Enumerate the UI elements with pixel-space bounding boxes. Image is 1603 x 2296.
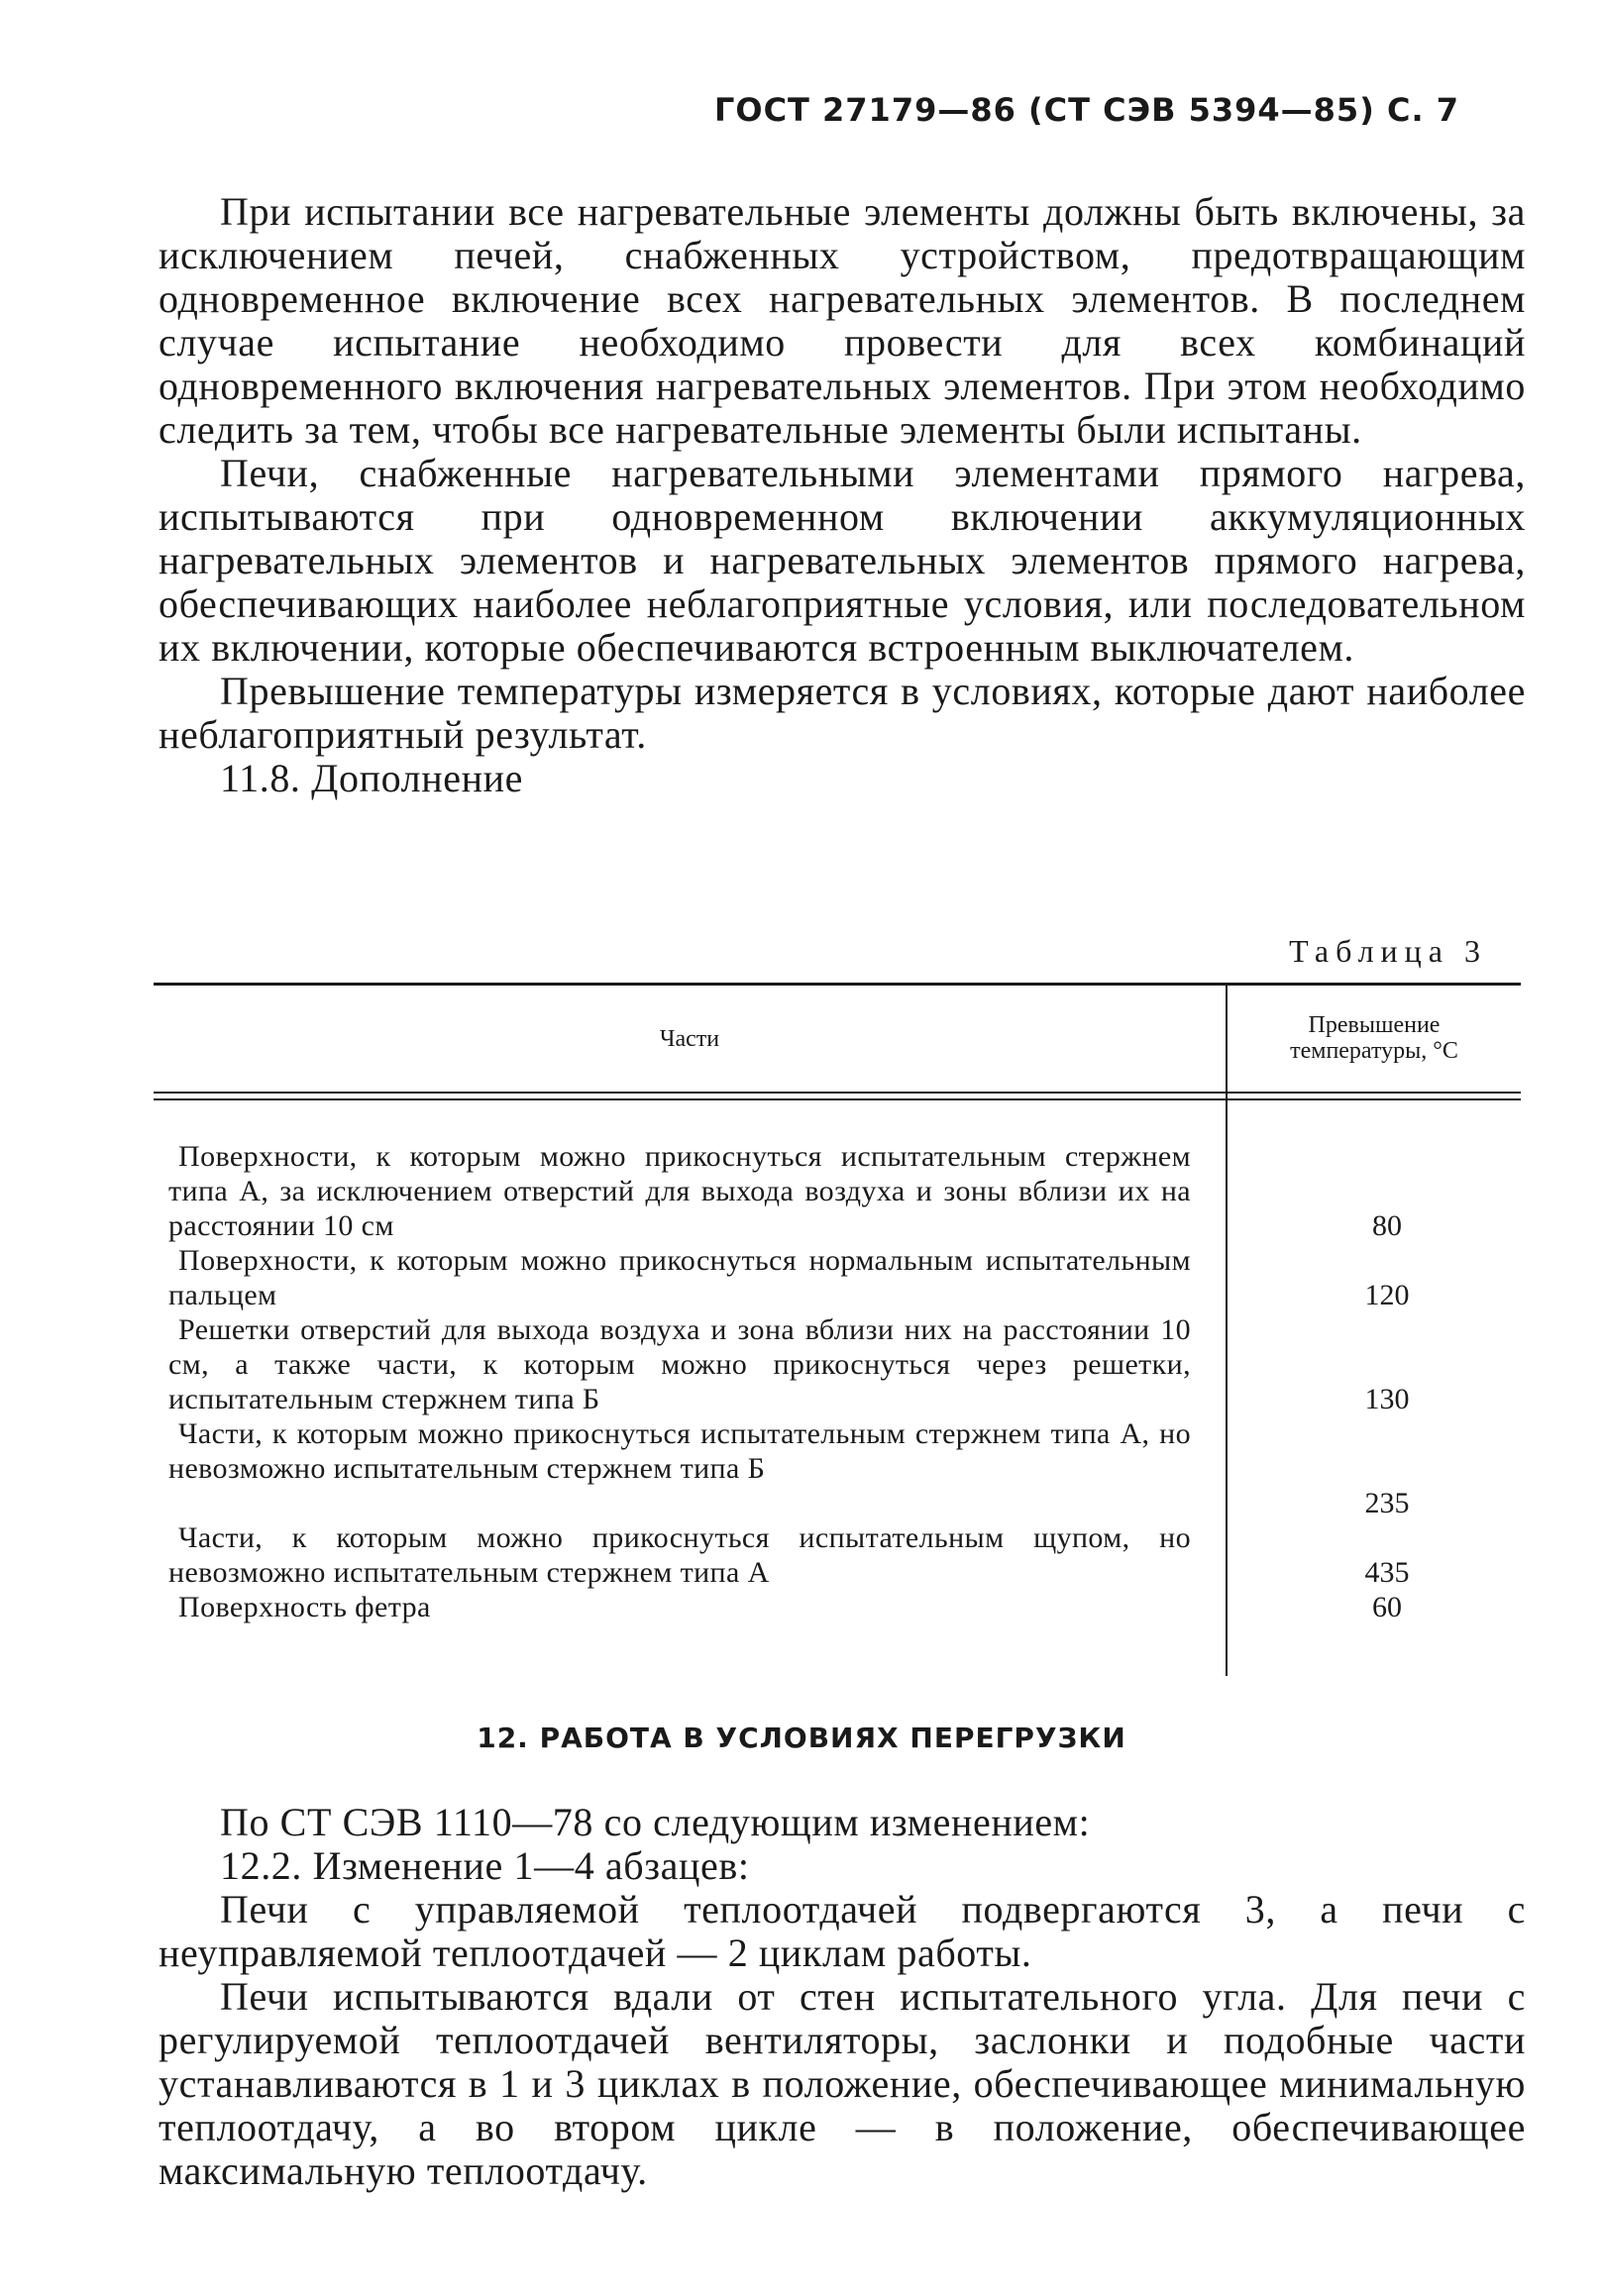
table-header-rule-1 — [154, 1092, 1521, 1094]
paragraph: Печи, снабженные нагревательными элементами прямого нагрева, испытываются при одновременном включении аккумуляционных нагревательных элементов и нагревательных элементов прямого нагрева, обеспечивающих наиболее неблагоприятные условия, или последовательном их включении, которые обеспечиваются встроенным выключателем. — [159, 451, 1526, 670]
table-row-value: 120 — [1364, 1279, 1410, 1311]
table-row-value: 435 — [1364, 1556, 1410, 1589]
paragraph: Печи испытываются вдали от стен испытательного угла. Для печи с регулируемой теплоотдачей вентиляторы, заслонки и подобные части устанавливаются в 1 и 3 циклах в положение, обеспечивающее минимальную теплоотдачу, а во втором цикле — в положение, обеспечивающее максимальную теплоотдачу. — [159, 1974, 1526, 2193]
table-body-divider — [1226, 1099, 1228, 1676]
table-caption: Таблица 3 — [1289, 933, 1487, 969]
paragraph: При испытании все нагревательные элементы должны быть включены, за исключением печей, снабженных устройством, предотвращающим одновременное включение всех нагревательных элементов. В последнем случае испытание необходимо провести для всех комбинаций одновременного включения нагревательных элементов. При этом необходимо следить за тем, чтобы все нагревательные элементы были испытаны. — [159, 189, 1526, 452]
column-header-temperature — [1228, 1012, 1521, 1064]
column-header-temperature-line1: Превышение — [1308, 1012, 1441, 1038]
table-row-value: 235 — [1364, 1487, 1410, 1519]
bottom-text-block — [159, 1801, 1526, 2193]
table-row-part: Решетки отверстий для выхода воздуха и зона вблизи них на расстоянии 10 см, а также части, к которым можно прикоснуться через решетки, испытательным стержнем типа Б — [168, 1313, 1191, 1415]
table-row-part: Поверхности, к которым можно прикоснуться испытательным стержнем типа А, за исключением отверстий для выхода воздуха и зоны вблизи их на расстоянии 10 см — [168, 1140, 1191, 1242]
table-row-value: 130 — [1364, 1383, 1410, 1415]
paragraph: 12.2. Изменение 1—4 абзацев: — [220, 1843, 750, 1888]
table-row-value: 80 — [1372, 1209, 1402, 1242]
paragraph: 11.8. Дополнение — [220, 756, 523, 800]
page-header: ГОСТ 27179—86 (СТ СЭВ 5394—85) С. 7 — [713, 91, 1459, 129]
column-header-parts: Части — [659, 1026, 720, 1052]
paragraph: Превышение температуры измеряется в условиях, которые дают наиболее неблагоприятный результат. — [159, 669, 1526, 757]
table-header-rule-2 — [154, 1098, 1521, 1100]
table-row-part: Части, к которым можно прикоснуться испытательным стержнем типа А, но невозможно испытательным стержнем типа Б — [168, 1417, 1191, 1485]
section-title: 12. РАБОТА В УСЛОВИЯХ ПЕРЕГРУЗКИ — [477, 1722, 1126, 1754]
table-row-part: Части, к которым можно прикоснуться испытательным щупом, но невозможно испытательным стержнем типа А — [168, 1521, 1191, 1589]
table-row-value: 60 — [1372, 1591, 1402, 1623]
table-top-rule — [154, 983, 1521, 986]
paragraph: Печи с управляемой теплоотдачей подвергаются 3, а печи с неуправляемой теплоотдачей — 2 циклам работы. — [159, 1887, 1526, 1975]
table-row-part: Поверхность фетра — [178, 1591, 431, 1623]
top-text-block — [159, 190, 1526, 800]
column-header-temperature-line2: температуры, °С — [1290, 1038, 1458, 1064]
paragraph: По СТ СЭВ 1110—78 со следующим изменением: — [220, 1800, 1091, 1844]
table-row-part: Поверхности, к которым можно прикоснуться нормальным испытательным пальцем — [168, 1244, 1191, 1311]
